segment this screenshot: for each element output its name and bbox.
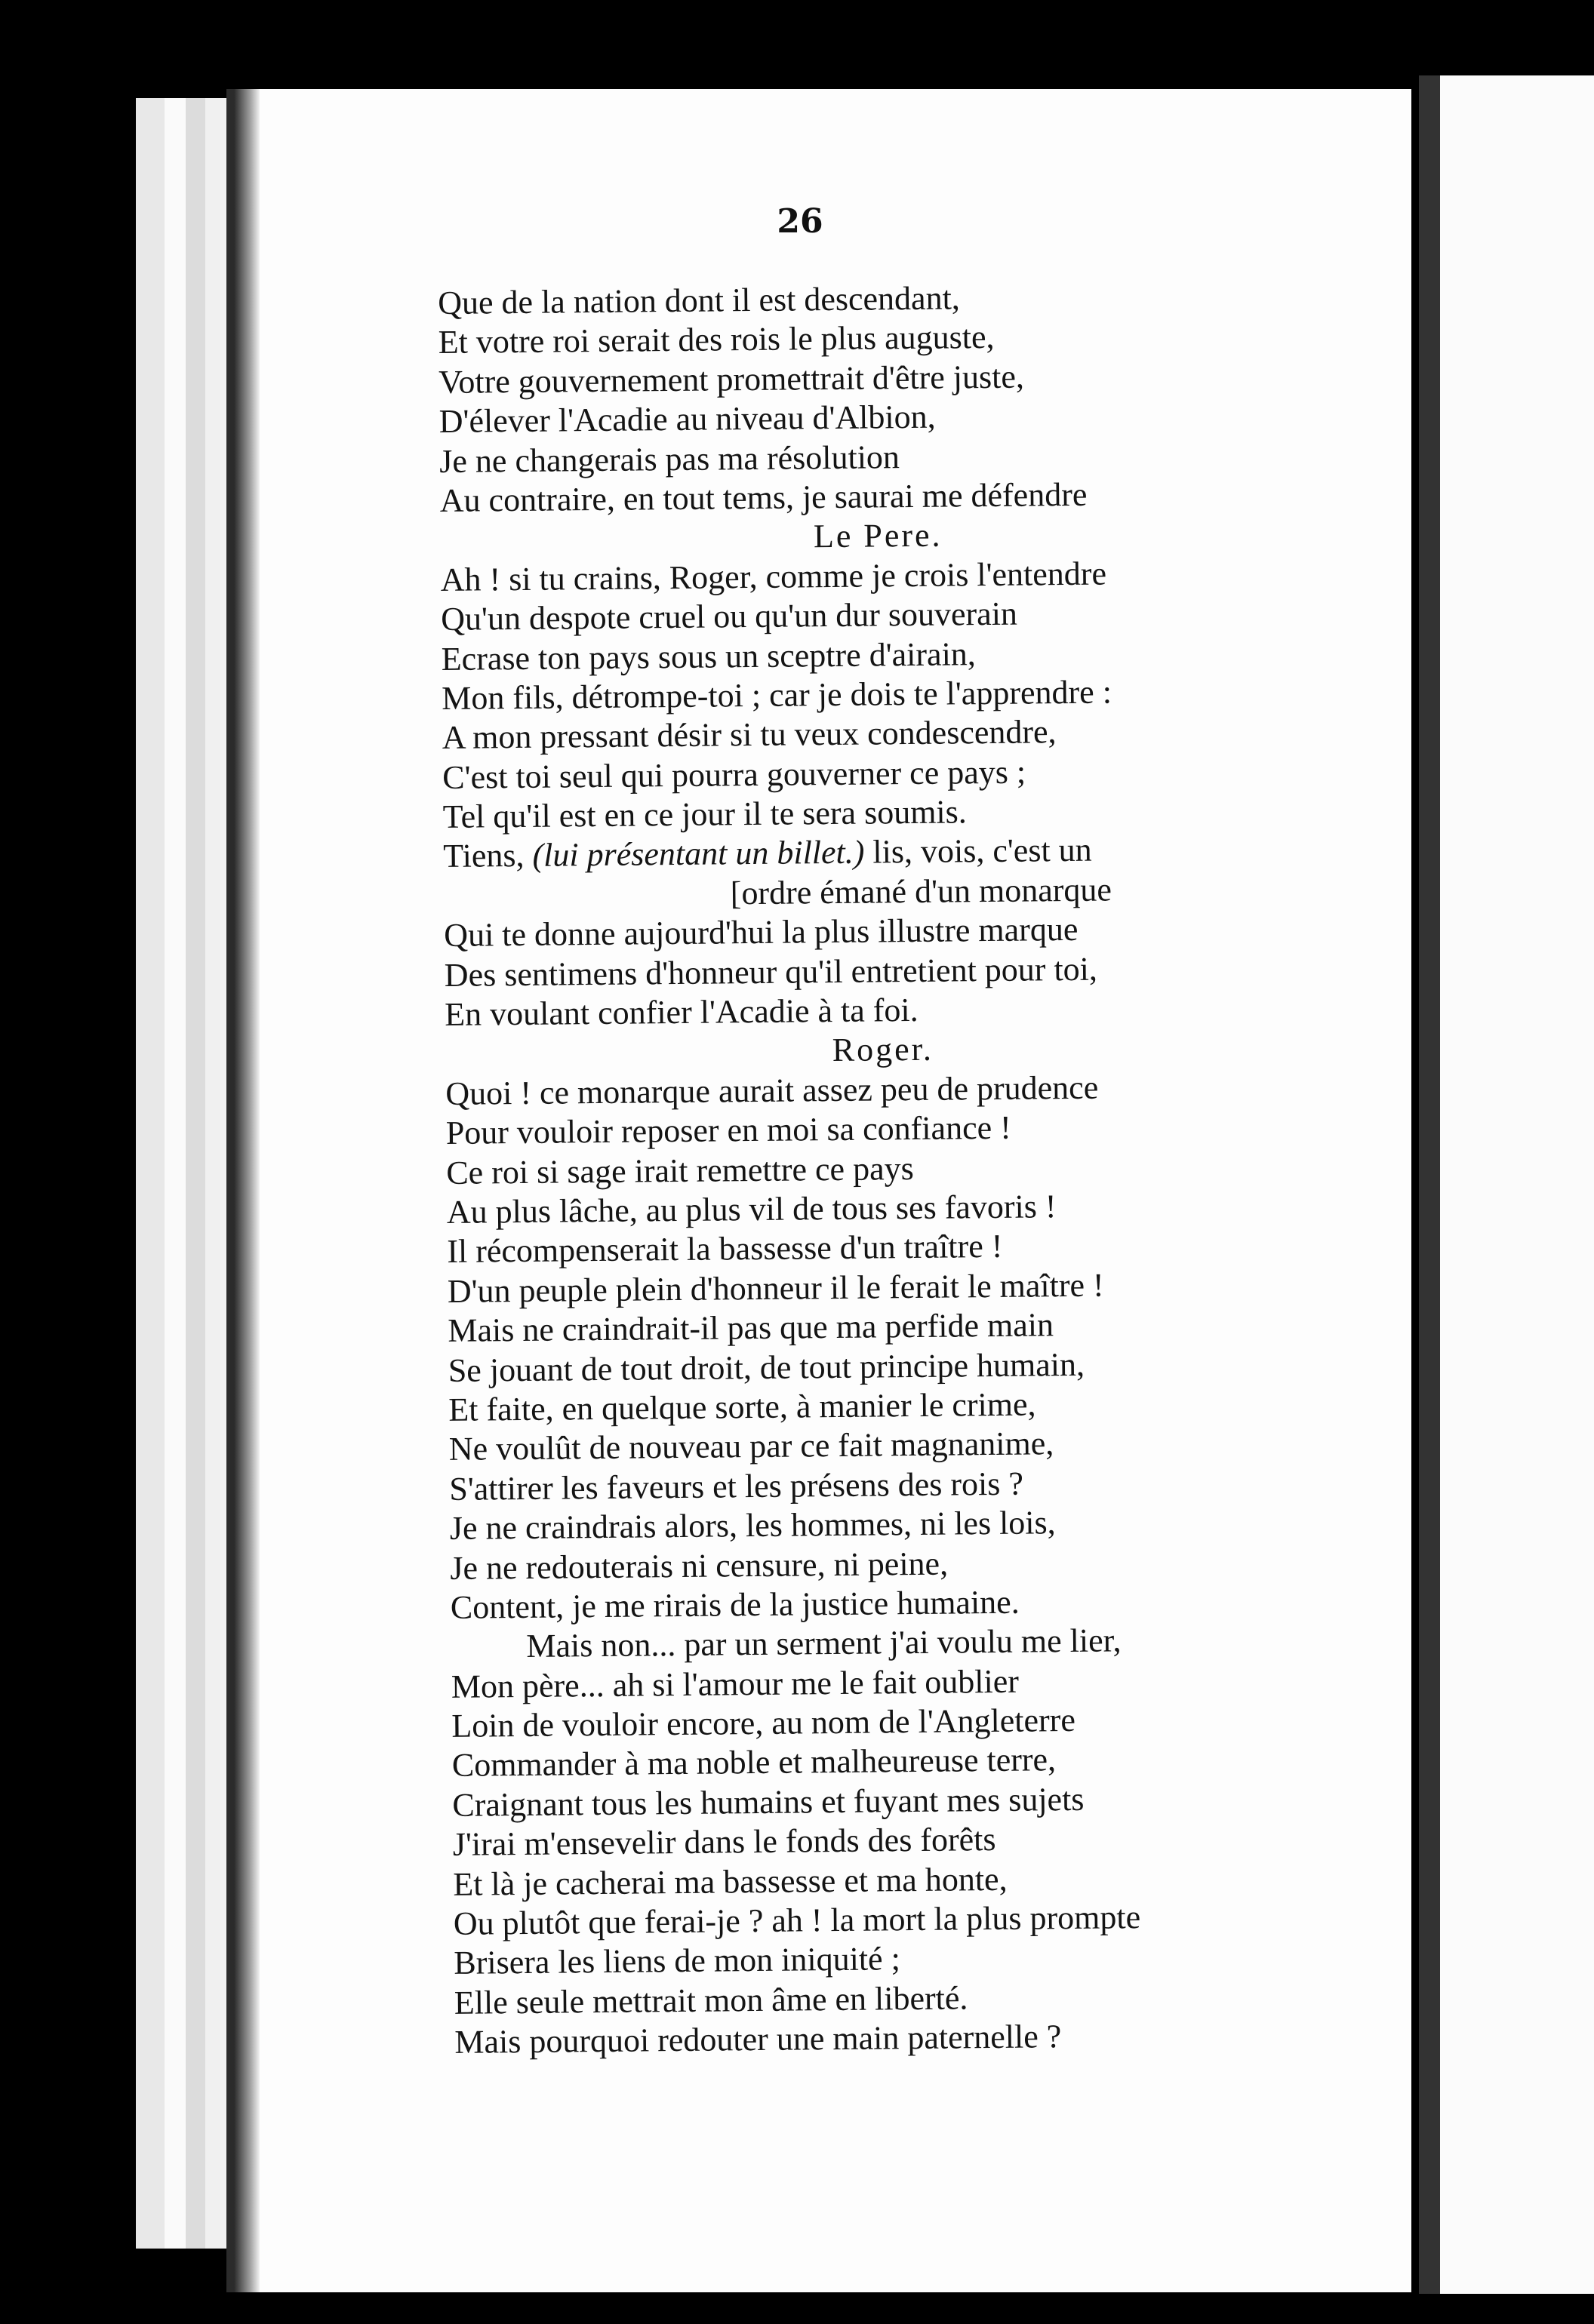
verse-line: Qui te donne aujourd'hui la plus illustre marque [444, 911, 1079, 954]
speaker-name: Le Pere. [813, 516, 943, 555]
verse-line: Brisera les liens de mon iniquité ; [454, 1940, 901, 1982]
verse-line: Au contraire, en tout tems, je saurai me défendre [439, 475, 1088, 519]
verse-line: Quoi ! ce monarque aurait assez peu de prudence [445, 1068, 1099, 1112]
verse-text-block [438, 275, 1399, 2062]
verse-line: Commander à ma noble et malheureuse terre, [451, 1741, 1057, 1784]
verse-line: Des sentimens d'honneur qu'il entretient pour toi, [444, 950, 1098, 994]
verse-fragment: lis, vois, c'est un [864, 832, 1092, 872]
verse-line: Ou plutôt que ferai-je ? ah ! la mort la plus prompte [453, 1898, 1141, 1942]
verse-line: Se jouant de tout droit, de tout principe humain, [448, 1345, 1085, 1389]
verse-fragment: Tiens, [443, 837, 533, 875]
verse-line: C'est toi seul qui pourra gouverner ce pays ; [442, 753, 1026, 796]
verse-line: Votre gouvernement promettrait d'être juste, [439, 358, 1025, 401]
verse-line: Ah ! si tu crains, Roger, comme je crois l'entendre [440, 555, 1107, 598]
verse-line: Mais non... par un serment j'ai voulu me lier, [526, 1622, 1122, 1665]
verse-line: D'un peuple plein d'honneur il le ferait le maître ! [447, 1266, 1104, 1310]
verse-line: Mais pourquoi redouter une main paternelle ? [454, 2018, 1062, 2061]
verse-line: En voulant confier l'Acadie à ta foi. [445, 991, 919, 1033]
verse-line: Mon père... ah si l'amour me le fait oublier [451, 1662, 1020, 1705]
verse-line: A mon pressant désir si tu veux condescendre, [442, 713, 1057, 757]
verse-continuation: [ordre émané d'un monarque [730, 871, 1112, 912]
verse-line: Qu'un despote cruel ou qu'un dur souverain [441, 595, 1018, 638]
verse-line: Il récompenserait la bassesse d'un traître ! [447, 1228, 1003, 1271]
verse-line: Ce roi si sage irait remettre ce pays [446, 1149, 914, 1191]
verse-line: Pour vouloir reposer en moi sa confiance ! [445, 1108, 1012, 1152]
verse-line: Je ne changerais pas ma résolution [439, 438, 900, 480]
page-edge [136, 98, 168, 2249]
verse-line: S'attirer les faveurs et les présens des rois ? [449, 1465, 1024, 1508]
facing-page-edge [1419, 75, 1594, 2294]
verse-line: Au plus lâche, au plus vil de tous ses favoris ! [446, 1188, 1057, 1231]
book-page [226, 89, 1411, 2292]
verse-line: J'irai m'ensevelir dans le fonds des forêts [452, 1821, 996, 1864]
verse-line: Je ne redouterais ni censure, ni peine, [450, 1545, 949, 1587]
verse-line: Ecrase ton pays sous un sceptre d'airain, [441, 635, 977, 678]
verse-line: Je ne craindrais alors, les hommes, ni les lois, [449, 1504, 1056, 1548]
verse-line: Et là je cacherai ma bassesse et ma honte, [453, 1860, 1008, 1903]
page-number: 26 [777, 202, 823, 241]
verse-line: Et faite, en quelque sorte, à manier le crime, [448, 1385, 1036, 1428]
verse-line: Elle seule mettrait mon âme en liberté. [454, 1979, 968, 2021]
verse-line: Tel qu'il est en ce jour il te sera soumis. [442, 793, 968, 836]
verse-line: Content, je me rirais de la justice humaine. [450, 1583, 1020, 1626]
stage-direction: (lui présentant un billet.) [532, 834, 865, 875]
verse-line: Mon fils, détrompe-toi ; car je dois te l'apprendre : [442, 673, 1112, 717]
verse-line: D'élever l'Acadie au niveau d'Albion, [439, 398, 936, 441]
verse-line: Mais ne craindrait-il pas que ma perfide main [448, 1306, 1054, 1350]
verse-line: Que de la nation dont il est descendant, [438, 279, 961, 321]
verse-line: Craignant tous les humains et fuyant mes sujets [452, 1780, 1085, 1824]
page-gutter-shadow [234, 89, 260, 2292]
verse-line: Et votre roi serait des rois le plus auguste, [438, 318, 995, 361]
verse-line: Loin de vouloir encore, au nom de l'Angleterre [451, 1702, 1076, 1745]
verse-line: Ne voulût de nouveau par ce fait magnanime, [448, 1425, 1054, 1468]
speaker-name: Roger. [832, 1031, 934, 1069]
